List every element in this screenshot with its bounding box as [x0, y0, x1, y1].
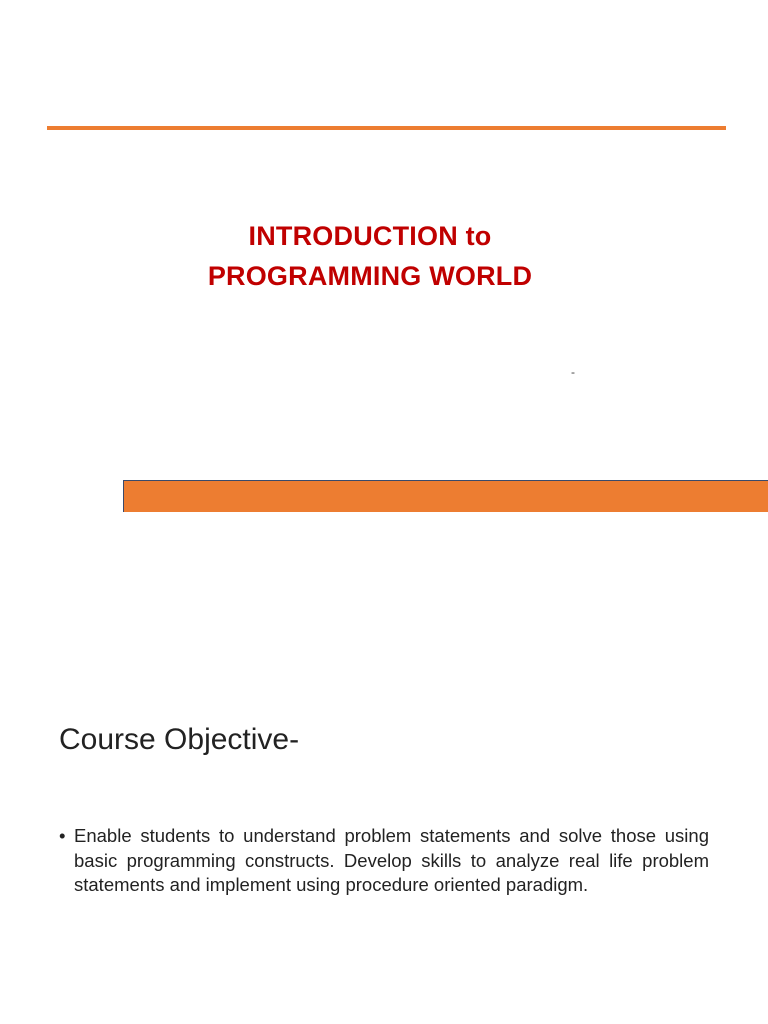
- bullet-list: [59, 824, 709, 898]
- slide-title-line-1: INTRODUCTION to: [248, 221, 492, 251]
- accent-band: [123, 480, 768, 512]
- slide-title-line-2: PROGRAMMING WORLD: [207, 261, 533, 291]
- subtitle-mark: -: [571, 365, 575, 379]
- bullet-icon: •: [59, 825, 66, 846]
- bullet-text: Enable students to understand problem statements and solve those using basic programming constructs. Develop skills to analyze real life problem statements and implement using procedure oriented paradigm.: [74, 825, 709, 895]
- bullet-item: [59, 824, 709, 898]
- slide-title: [120, 216, 620, 296]
- objective-slide: [0, 512, 768, 1024]
- slide-heading: Course Objective-: [59, 723, 300, 756]
- accent-rule: [47, 126, 726, 130]
